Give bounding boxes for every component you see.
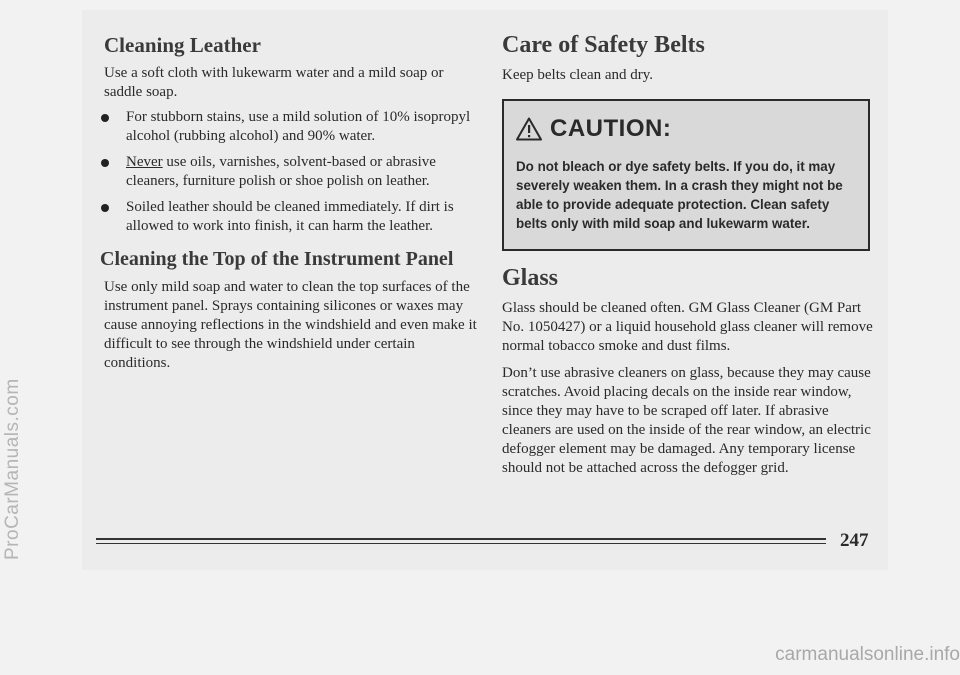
heading-safety-belts: Care of Safety Belts (502, 32, 705, 58)
glass-paragraph-1: Glass should be cleaned often. GM Glass Cleaner (GM Part No. 1050427) or a liquid household glass cleaner will remove normal tobacco smoke and dust films. (502, 300, 873, 354)
list-item: Soiled leather should be cleaned immediately. If dirt is allowed to work into finish, it can harm the leather. (104, 198, 480, 236)
caution-header (516, 115, 671, 143)
bullet-dot-icon (101, 114, 109, 122)
safety-intro: Keep belts clean and dry. (502, 67, 654, 83)
glass-paragraph-2: Don’t use abrasive cleaners on glass, because they may cause scratches. Avoid placing decals on the inside rear window, since they may have to be scraped off later. If abrasive cleaners are used on the inside of the rear window, an electric defogger element may be damaged. Any temporary license should not be attached across the defogger grid. (502, 365, 871, 476)
leather-intro: Use a soft cloth with lukewarm water and a mild soap or saddle soap. (104, 65, 444, 100)
bottom-watermark: carmanualsonline.info (775, 644, 960, 665)
heading-instrument-panel: Cleaning the Top of the Instrument Panel (100, 248, 454, 270)
leather-bullet-list (104, 108, 480, 236)
bullet-dot-icon (101, 159, 109, 167)
panel-text: Use only mild soap and water to clean the top surfaces of the instrument panel. Sprays containing silicones or waxes may cause annoying reflections in the windshield and even make it difficult to see through the windshield under certain conditions. (104, 279, 477, 371)
warning-triangle-icon (516, 117, 542, 141)
caution-title: CAUTION: (550, 115, 672, 142)
page-number: 247 (840, 530, 869, 551)
caution-box (502, 99, 870, 251)
bullet-dot-icon (101, 204, 109, 212)
caution-text: Do not bleach or dye safety belts. If you do, it may severely weaken them. In a crash they might not be able to provide adequate protection. Clean safety belts only with mild soap and lukewarm water. (516, 159, 843, 231)
heading-glass: Glass (502, 265, 559, 291)
right-column (502, 32, 878, 478)
heading-cleaning-leather: Cleaning Leather (104, 33, 261, 57)
side-watermark: ProCarManuals.com (2, 378, 23, 560)
list-item: Never use oils, varnishes, solvent-based or abrasive cleaners, furniture polish or shoe polish on leather. (104, 153, 480, 191)
list-item: For stubborn stains, use a mild solution of 10% isopropyl alcohol (rubbing alcohol) and 90% water. (104, 108, 480, 146)
never-emphasis: Never (126, 154, 163, 170)
footer-rule (96, 538, 826, 544)
left-column (100, 32, 480, 373)
